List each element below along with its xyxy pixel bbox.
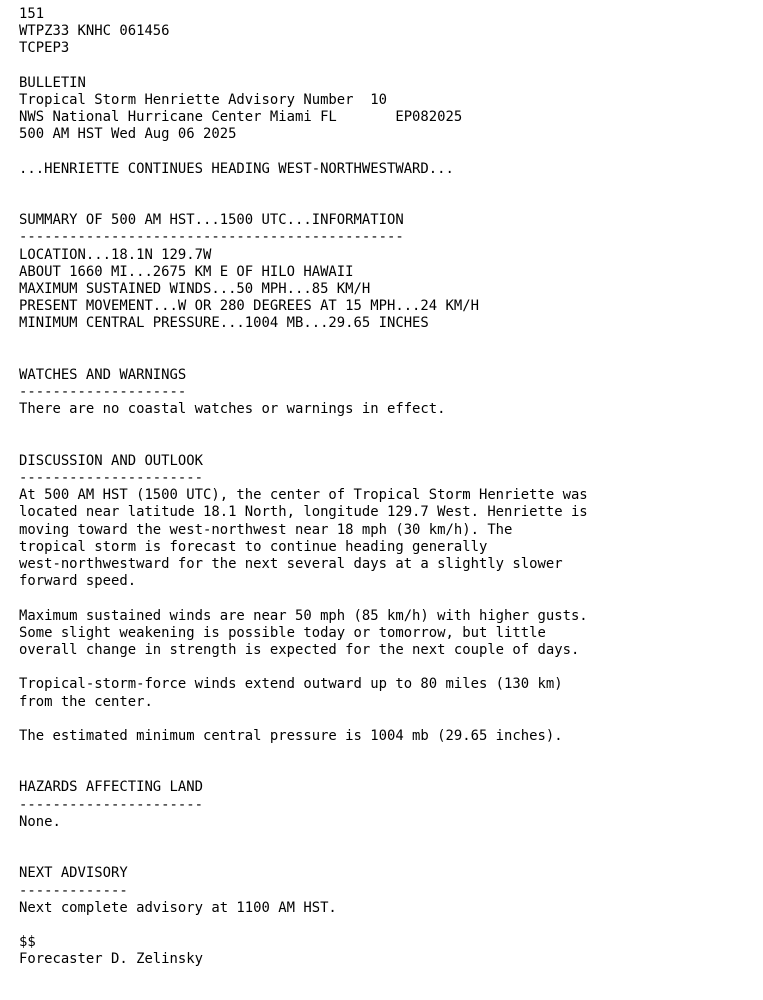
discussion-line: overall change in strength is expected for the next couple of days. [19,641,580,658]
blank-line [19,848,588,865]
bulletin-label: BULLETIN [19,74,86,91]
product-id: 151 [19,6,45,22]
discussion-line: forward speed. [19,573,137,590]
blank-line [19,178,588,195]
blank-line [19,711,588,728]
blank-line [19,917,588,934]
end-marker: $$ [19,934,36,951]
blank-line [19,590,588,607]
summary-winds: MAXIMUM SUSTAINED WINDS...50 MPH...85 KM/H [19,281,371,297]
blank-line [19,58,588,75]
discussion-line: from the center. [19,693,153,710]
summary-location: LOCATION...18.1N 129.7W [19,246,212,263]
watches-text: There are no coastal watches or warnings in effect. [19,401,446,418]
blank-line [19,333,588,350]
blank-line [19,144,588,161]
blank-line [19,659,588,676]
discussion-rule: ---------------------- [19,470,203,487]
hazards-heading: HAZARDS AFFECTING LAND [19,779,203,796]
discussion-line: At 500 AM HST (1500 UTC), the center of Tropical Storm Henriette was [19,487,588,504]
discussion-line: The estimated minimum central pressure is 1004 mb (29.65 inches). [19,727,563,744]
summary-rule: ---------------------------------------------- [19,229,404,246]
blank-line [19,419,588,436]
advisory-document [19,6,588,969]
wmo-header: WTPZ33 KNHC 061456 [19,23,170,40]
watches-heading: WATCHES AND WARNINGS [19,366,187,383]
issuing-office: NWS National Hurricane Center Miami FL EP082025 [19,109,463,126]
discussion-line: located near latitude 18.1 North, longitude 129.7 West. Henriette is [19,504,588,521]
blank-line [19,831,588,848]
discussion-line: tropical storm is forecast to continue heading generally [19,538,488,555]
blank-line [19,195,588,212]
discussion-line: Tropical-storm-force winds extend outward up to 80 miles (130 km) [19,676,563,693]
issue-time: 500 AM HST Wed Aug 06 2025 [19,126,237,143]
awips-id: TCPEP3 [19,40,70,57]
headline: ...HENRIETTE CONTINUES HEADING WEST-NORTHWESTWARD... [19,160,454,177]
summary-pressure: MINIMUM CENTRAL PRESSURE...1004 MB...29.65 INCHES [19,315,429,332]
summary-heading: SUMMARY OF 500 AM HST...1500 UTC...INFORMATION [19,212,404,229]
forecaster-signature: Forecaster D. Zelinsky [19,951,203,968]
blank-line [19,350,588,367]
summary-movement: PRESENT MOVEMENT...W OR 280 DEGREES AT 15 MPH...24 KM/H [19,298,479,315]
hazards-rule: ---------------------- [19,796,203,813]
watches-rule: -------------------- [19,384,187,401]
discussion-line: Maximum sustained winds are near 50 mph (85 km/h) with higher gusts. [19,607,588,624]
next-advisory-rule: ------------- [19,882,128,899]
summary-distance: ABOUT 1660 MI...2675 KM E OF HILO HAWAII [19,263,354,280]
blank-line [19,436,588,453]
next-advisory-heading: NEXT ADVISORY [19,865,128,882]
discussion-line: moving toward the west-northwest near 18 mph (30 km/h). The [19,521,513,538]
advisory-title: Tropical Storm Henriette Advisory Number 10 [19,91,387,108]
blank-line [19,745,588,762]
discussion-line: Some slight weakening is possible today or tomorrow, but little [19,624,546,641]
blank-line [19,762,588,779]
next-advisory-text: Next complete advisory at 1100 AM HST. [19,899,337,916]
discussion-heading: DISCUSSION AND OUTLOOK [19,452,203,469]
discussion-line: west-northwestward for the next several days at a slightly slower [19,556,563,572]
hazards-text: None. [19,813,61,830]
